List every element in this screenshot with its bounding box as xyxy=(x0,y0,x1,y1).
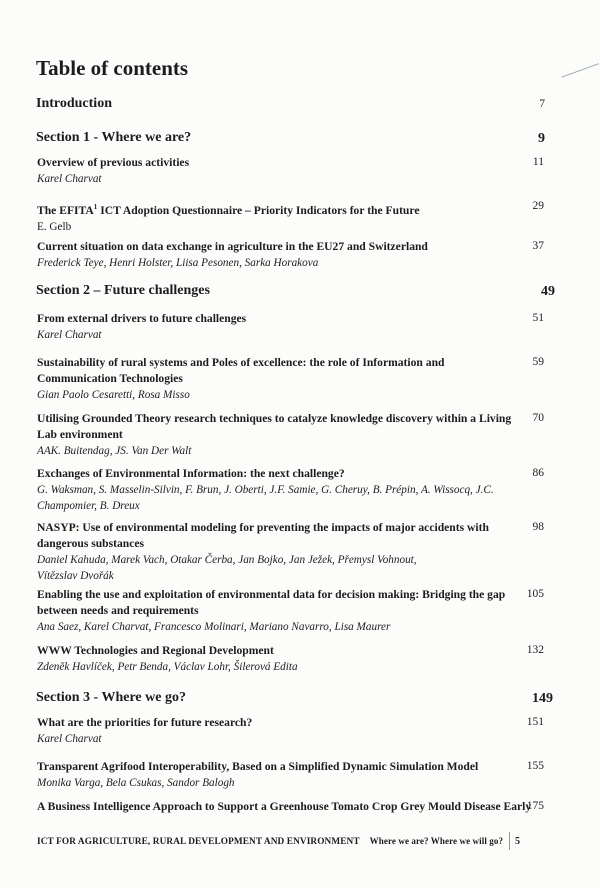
toc-entry xyxy=(37,199,517,235)
entry-page: 98 xyxy=(532,521,544,533)
entry-page: 175 xyxy=(526,800,544,812)
entry-page: 59 xyxy=(532,356,544,368)
toc-entry xyxy=(37,520,517,584)
toc-entry xyxy=(37,411,517,459)
page-title: Table of contents xyxy=(36,56,189,80)
entry-authors: Monika Varga, Bela Csukas, Sandor Balogh xyxy=(37,777,235,789)
entry-title: NASYP: Use of environmental modeling for preventing the impacts of major accidents with dangerous substances xyxy=(37,521,489,550)
entry-authors: Karel Charvat xyxy=(37,329,102,341)
entry-title: Enabling the use and exploitation of environmental data for decision making: Bridging the gap between needs and requirements xyxy=(37,588,506,617)
toc-section-1-page: 9 xyxy=(538,131,545,146)
toc-section-3-page: 149 xyxy=(532,691,553,706)
toc-entry xyxy=(37,239,517,271)
entry-page: 29 xyxy=(532,200,544,212)
entry-page: 11 xyxy=(532,156,544,168)
toc-entry xyxy=(37,799,532,815)
toc-introduction-page: 7 xyxy=(539,98,545,110)
entry-title: Overview of previous activities xyxy=(37,156,190,169)
toc-introduction: Introduction xyxy=(36,96,112,111)
toc-entry xyxy=(37,643,517,675)
entry-title: A Business Intelligence Approach to Support a Greenhouse Tomato Crop Grey Mould Disease Early xyxy=(37,800,532,813)
entry-title: From external drivers to future challenges xyxy=(37,312,247,325)
pencil-mark xyxy=(561,63,599,78)
toc-section-2: Section 2 – Future challenges xyxy=(36,283,210,298)
entry-authors: Daniel Kahuda, Marek Vach, Otakar Čerba, Jan Bojko, Jan Ježek, Přemysl Vohnout, Vítězslav Dvořák xyxy=(37,554,417,582)
entry-title: WWW Technologies and Regional Development xyxy=(37,644,274,657)
entry-authors: Karel Charvat xyxy=(37,173,102,185)
entry-title: Exchanges of Environmental Information: the next challenge? xyxy=(37,467,345,480)
entry-page: 105 xyxy=(526,588,544,600)
entry-authors: Zdeněk Havlíček, Petr Benda, Václav Lohr, Šilerová Edita xyxy=(37,661,298,673)
page-number: 5 xyxy=(515,836,520,847)
toc-section-3: Section 3 - Where we go? xyxy=(36,690,186,705)
toc-entry xyxy=(37,587,517,635)
entry-authors: Frederick Teye, Henri Holster, Liisa Pesonen, Sarka Horakova xyxy=(37,257,319,269)
entry-page: 155 xyxy=(526,760,544,772)
entry-title: Sustainability of rural systems and Poles of excellence: the role of Information and Communication Technologies xyxy=(37,356,445,385)
entry-title-part: The EFITA xyxy=(37,203,94,217)
entry-page: 151 xyxy=(526,716,544,728)
entry-title xyxy=(37,199,517,219)
entry-title: Utilising Grounded Theory research techniques to catalyze knowledge discovery within a Living Lab environment xyxy=(37,412,512,441)
toc-entry xyxy=(37,311,517,343)
entry-authors: Karel Charvat xyxy=(37,733,102,745)
entry-title: Transparent Agrifood Interoperability, Based on a Simplified Dynamic Simulation Model xyxy=(37,760,479,773)
entry-page: 51 xyxy=(532,312,544,324)
toc-entry xyxy=(37,759,517,791)
entry-authors: AAK. Buitendag, JS. Van Der Walt xyxy=(37,445,192,457)
entry-title: What are the priorities for future research? xyxy=(37,716,253,729)
footer-divider xyxy=(509,832,510,850)
footer-subtitle: Where we are? Where we will go? xyxy=(369,836,504,846)
entry-page: 86 xyxy=(532,467,544,479)
entry-page: 70 xyxy=(532,412,544,424)
footer-title: ICT FOR AGRICULTURE, RURAL DEVELOPMENT AND ENVIRONMENT xyxy=(37,837,360,847)
entry-title-part: ICT Adoption Questionnaire – Priority Indicators for the Future xyxy=(97,203,420,217)
entry-authors: G. Waksman, S. Masselin-Silvin, F. Brun, J. Oberti, J.F. Samie, G. Cheruy, B. Prépin, A. Wissocq, J.C. Champomier, B. Dreux xyxy=(37,484,494,512)
toc-section-2-page: 49 xyxy=(541,284,555,299)
toc-entry xyxy=(37,355,517,403)
entry-title: Current situation on data exchange in agriculture in the EU27 and Switzerland xyxy=(37,240,428,253)
toc-entry xyxy=(37,466,517,514)
entry-authors: E. Gelb xyxy=(37,220,72,233)
footnote-marker: 1 xyxy=(93,203,98,211)
entry-page: 132 xyxy=(526,644,544,656)
toc-entry xyxy=(37,715,517,747)
entry-authors: Ana Saez, Karel Charvat, Francesco Molinari, Mariano Navarro, Lisa Maurer xyxy=(37,621,391,633)
footer-book-title xyxy=(37,836,503,847)
toc-section-1: Section 1 - Where we are? xyxy=(36,130,192,145)
toc-entry xyxy=(37,155,517,187)
entry-page: 37 xyxy=(532,240,544,252)
entry-authors: Gian Paolo Cesaretti, Rosa Misso xyxy=(37,389,190,401)
